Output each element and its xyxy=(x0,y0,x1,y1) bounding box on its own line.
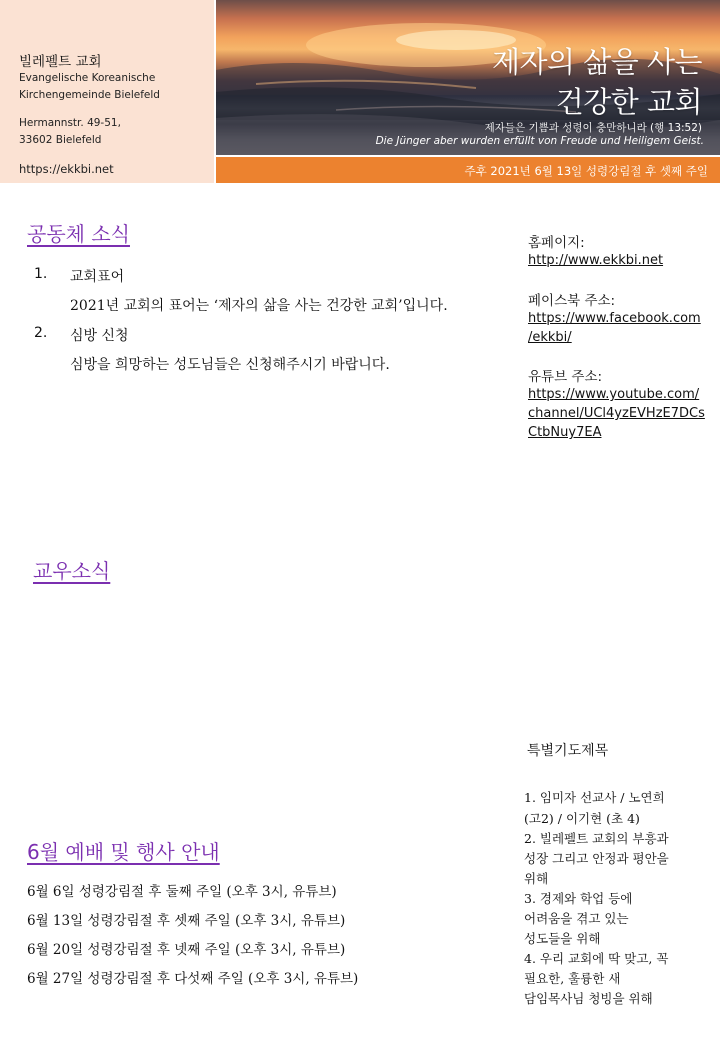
youtube-label: 유튜브 주소: xyxy=(528,369,603,385)
prayer-line: 어려움을 겪고 있는 xyxy=(524,911,629,926)
list-item-body: 심방을 희망하는 성도님들은 신청해주시기 바랍니다. xyxy=(70,357,390,373)
list-item-title: 교회표어 xyxy=(70,269,125,285)
list-item: 6월 13일 성령강림절 후 셋째 주일 (오후 3시, 유튜브) xyxy=(27,913,346,929)
list-item-title: 심방 신청 xyxy=(70,328,129,344)
prayer-line: 2. 빌레펠트 교회의 부흥과 xyxy=(524,831,669,846)
address-line2: 33602 Bielefeld xyxy=(19,134,102,146)
list-item: 6월 27일 성령강림절 후 다섯째 주일 (오후 3시, 유튜브) xyxy=(27,971,359,987)
schedule-title: 6월 예배 및 행사 안내 xyxy=(27,840,220,864)
list-item-number: 2. xyxy=(34,325,48,341)
church-address xyxy=(19,115,121,149)
prayer-title: 특별기도제목 xyxy=(527,743,609,759)
facebook-link-line2[interactable]: /ekkbi/ xyxy=(528,330,572,345)
list-item-number: 1. xyxy=(34,266,48,282)
church-name-ko: 빌레펠트 교회 xyxy=(19,54,102,70)
list-item-body: 2021년 교회의 표어는 ‘제자의 삶을 사는 건강한 교회’입니다. xyxy=(70,298,448,314)
facebook-label: 페이스북 주소: xyxy=(528,293,616,309)
church-info-panel xyxy=(0,0,214,183)
prayer-line: 성도들을 위해 xyxy=(524,931,601,946)
youtube-link-line2[interactable]: channel/UCl4yzEVHzE7DCs xyxy=(528,406,705,421)
prayer-line: 4. 우리 교회에 딱 맞고, 꼭 xyxy=(524,951,669,966)
youtube-link-line1[interactable]: https://www.youtube.com/ xyxy=(528,387,700,402)
verse-korean: 제자들은 기쁨과 성령이 충만하니라 (행 13:52) xyxy=(484,122,702,134)
motto-line1: 제자의 삶을 사는 xyxy=(491,45,702,79)
youtube-link[interactable] xyxy=(528,385,713,442)
service-date: 주후 2021년 6월 13일 성령강림절 후 셋째 주일 xyxy=(464,164,708,178)
prayer-line: 성장 그리고 안정과 평안을 xyxy=(524,851,669,866)
prayer-line: 3. 경제와 학업 등에 xyxy=(524,891,633,906)
church-website[interactable]: https://ekkbi.net xyxy=(19,162,114,176)
prayer-line: 1. 임미자 선교사 / 노연희 xyxy=(524,790,665,805)
facebook-link[interactable] xyxy=(528,309,713,347)
address-line1: Hermannstr. 49-51, xyxy=(19,117,121,129)
church-name-de xyxy=(19,70,160,104)
church-name-de-line2: Kirchengemeinde Bielefeld xyxy=(19,89,160,101)
church-name-de-line1: Evangelische Koreanische xyxy=(19,72,156,84)
motto-line2: 건강한 교회 xyxy=(555,85,702,119)
homepage-link[interactable]: http://www.ekkbi.net xyxy=(528,253,664,268)
youtube-link-line3[interactable]: CtbNuy7EA xyxy=(528,425,602,440)
header-banner xyxy=(216,0,720,155)
community-news-title: 공동체 소식 xyxy=(27,222,130,246)
prayer-line: 위해 xyxy=(524,871,549,886)
prayer-line: 필요한, 훌륭한 새 xyxy=(524,971,621,986)
members-news-title: 교우소식 xyxy=(33,559,111,583)
prayer-line: 담임목사님 청빙을 위해 xyxy=(524,991,653,1006)
homepage-label: 홈페이지: xyxy=(528,235,585,251)
prayer-line: (고2) / 이기현 (초 4) xyxy=(524,811,640,826)
facebook-link-line1[interactable]: https://www.facebook.com xyxy=(528,311,701,326)
date-bar xyxy=(216,157,720,183)
verse-german: Die Jünger aber wurden erfüllt von Freude und Heiligem Geist. xyxy=(375,135,704,147)
list-item: 6월 20일 성령강림절 후 넷째 주일 (오후 3시, 유튜브) xyxy=(27,942,346,958)
list-item: 6월 6일 성령강림절 후 둘째 주일 (오후 3시, 유튜브) xyxy=(27,884,337,900)
